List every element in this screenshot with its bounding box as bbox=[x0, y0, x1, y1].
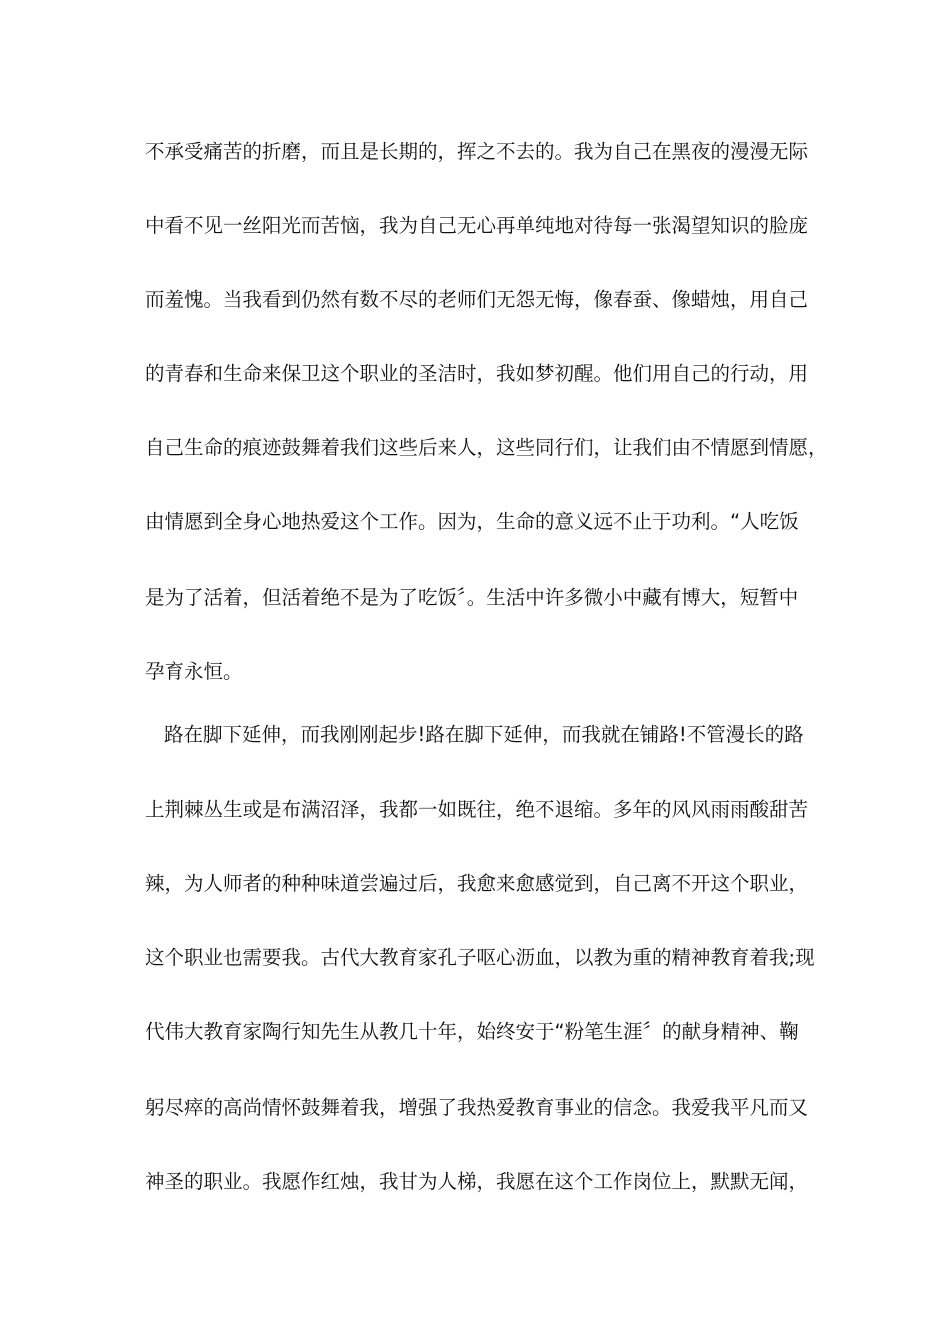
text-line: 孕育永恒。 bbox=[145, 660, 243, 683]
text-line: 路在脚下延伸，而我刚刚起步!路在脚下延伸，而我就在铺路!不管漫长的路 bbox=[164, 723, 804, 746]
text-line: 而羞愧。当我看到仍然有数不尽的老师们无怨无悔，像春蚕、像蜡烛，用自己 bbox=[145, 288, 809, 311]
text-line: 神圣的职业。我愿作红烛，我甘为人梯，我愿在这个工作岗位上，默默无闻， bbox=[145, 1170, 809, 1193]
text-line: 躬尽瘁的高尚情怀鼓舞着我，增强了我热爱教育事业的信念。我爱我平凡而又 bbox=[145, 1096, 809, 1119]
text-line: 不承受痛苦的折磨，而且是长期的，挥之不去的。我为自己在黑夜的漫漫无际 bbox=[145, 140, 809, 163]
text-line: 辣，为人师者的种种味道尝遍过后，我愈来愈感觉到，自己离不开这个职业， bbox=[145, 872, 809, 895]
text-line: 由情愿到全身心地热爱这个工作。因为，生命的意义远不止于功利。“人吃饭 bbox=[145, 510, 799, 533]
text-line: 代伟大教育家陶行知先生从教几十年，始终安于“粉笔生涯〞的献身精神、鞠 bbox=[145, 1020, 799, 1043]
text-line: 是为了活着，但活着绝不是为了吃饭〞。生活中许多微小中藏有博大，短暂中 bbox=[145, 586, 799, 609]
text-line: 的青春和生命来保卫这个职业的圣洁时，我如梦初醒。他们用自己的行动，用 bbox=[145, 362, 809, 385]
text-line: 上荆棘丛生或是布满沼泽，我都一如既往，绝不退缩。多年的风风雨雨酸甜苦 bbox=[145, 798, 809, 821]
text-line: 中看不见一丝阳光而苦恼，我为自己无心再单纯地对待每一张渴望知识的脸庞 bbox=[145, 214, 809, 237]
text-line: 自己生命的痕迹鼓舞着我们这些后来人，这些同行们，让我们由不情愿到情愿， bbox=[145, 436, 828, 459]
text-line: 这个职业也需要我。古代大教育家孔子呕心沥血，以教为重的精神教育着我;现 bbox=[145, 946, 815, 969]
